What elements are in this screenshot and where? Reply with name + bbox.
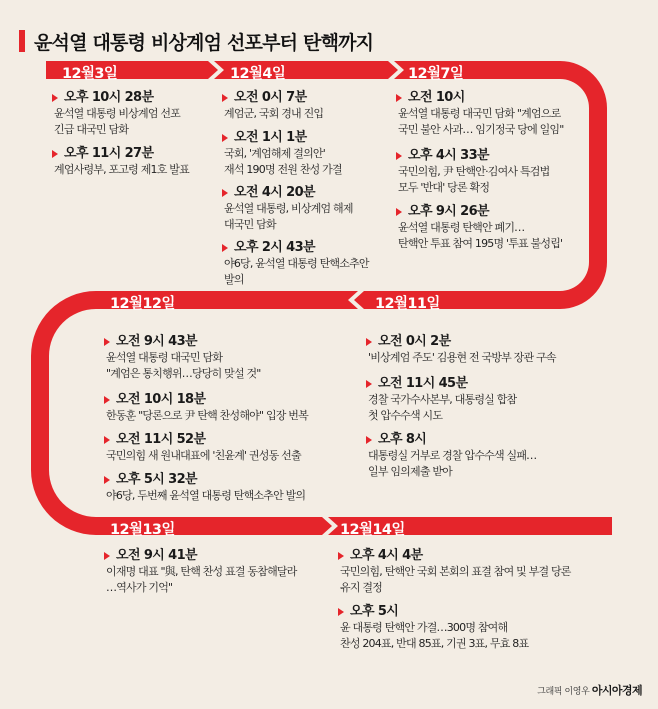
event-desc: 윤석열 대통령 비상계엄 선포 (54, 107, 181, 120)
event-desc: 경찰 국가수사본부, 대통령실 합참 (368, 393, 517, 406)
timeline-event (338, 604, 528, 652)
event-desc: 야6당, 윤석열 대통령 탄핵소추안 (224, 257, 369, 270)
arrow-marker-icon (366, 338, 372, 346)
arrow-marker-icon (52, 150, 58, 158)
event-desc: 첫 압수수색 시도 (368, 409, 443, 422)
page-title: 윤석열 대통령 비상계엄 선포부터 탄핵까지 (34, 32, 374, 54)
event-desc: 계엄사령부, 포고령 제1호 발표 (54, 163, 189, 176)
event-time: 오후 5시 (338, 604, 528, 620)
date-label: 12월11일 (375, 296, 440, 312)
event-time: 오전 9시 43분 (104, 334, 261, 350)
event-time: 오후 5시 32분 (104, 472, 305, 488)
event-desc: 윤석열 대통령 대국민 담화 "계엄으로 (398, 107, 561, 120)
event-desc: 찬성 204표, 반대 85표, 기권 3표, 무효 8표 (340, 637, 529, 650)
arrow-marker-icon (366, 380, 372, 388)
arrow-marker-icon (104, 396, 110, 404)
timeline-event (396, 90, 564, 138)
event-desc: 재석 190명 전원 찬성 가결 (224, 163, 342, 176)
event-desc: 윤석열 대통령 대국민 담화 (106, 351, 223, 364)
event-time: 오후 11시 27분 (52, 146, 189, 162)
event-desc: 긴급 대국민 담화 (54, 123, 129, 136)
timeline-event (104, 472, 305, 504)
date-label: 12월13일 (110, 522, 175, 538)
event-desc: 대국민 담화 (224, 218, 276, 231)
arrow-marker-icon (104, 476, 110, 484)
arrow-marker-icon (222, 94, 228, 102)
timeline-event (366, 432, 536, 480)
event-time: 오전 9시 41분 (104, 548, 297, 564)
event-time: 오전 1시 1분 (222, 130, 342, 146)
event-desc: 국민의힘 새 원내대표에 '친윤계' 권성동 선출 (106, 449, 301, 462)
arrow-marker-icon (338, 552, 344, 560)
event-time: 오후 4시 4분 (338, 548, 571, 564)
arrow-marker-icon (104, 552, 110, 560)
event-desc: 윤 대통령 탄핵안 가결…300명 참여해 (340, 621, 508, 634)
arrow-marker-icon (396, 94, 402, 102)
timeline-event (366, 334, 556, 366)
event-desc: 모두 '반대' 당론 확정 (398, 181, 490, 194)
event-time: 오전 11시 45분 (366, 376, 516, 392)
arrow-marker-icon (104, 338, 110, 346)
event-desc: "계엄은 통치행위…당당히 맞설 것" (106, 367, 261, 380)
event-time: 오전 0시 2분 (366, 334, 556, 350)
arrow-marker-icon (52, 94, 58, 102)
timeline-event (396, 204, 562, 252)
timeline-event (396, 148, 549, 196)
event-time: 오후 8시 (366, 432, 536, 448)
credit-author: 그래픽 이영우 (537, 687, 590, 697)
event-desc: 한동훈 "당론으로 尹 탄핵 찬성해야" 입장 번복 (106, 409, 308, 422)
event-desc: 일부 임의제출 받아 (368, 465, 453, 478)
timeline-event (52, 146, 189, 178)
date-label: 12월12일 (110, 296, 175, 312)
credit-line (537, 682, 642, 698)
event-desc: 이재명 대표 "與, 탄핵 찬성 표결 동참해달라 (106, 565, 297, 578)
event-desc: 계엄군, 국회 경내 진입 (224, 107, 324, 120)
event-desc: 국민의힘, 탄핵안 국회 본회의 표결 참여 및 부결 당론 (340, 565, 571, 578)
event-time: 오후 4시 33분 (396, 148, 549, 164)
event-time: 오전 11시 52분 (104, 432, 301, 448)
event-desc: 탄핵안 투표 참여 195명 '투표 불성립' (398, 237, 563, 250)
event-desc: 발의 (224, 273, 244, 286)
timeline-event (366, 376, 516, 424)
timeline-event (104, 334, 261, 382)
event-desc: …역사가 기억" (106, 581, 173, 594)
arrow-marker-icon (222, 134, 228, 142)
timeline-event (222, 240, 369, 288)
event-time: 오후 9시 26분 (396, 204, 562, 220)
event-time: 오후 10시 28분 (52, 90, 180, 106)
event-time: 오전 10시 (396, 90, 564, 106)
timeline-event (52, 90, 180, 138)
event-desc: 국민의힘, 尹 탄핵안·김여사 특검법 (398, 165, 550, 178)
brand-logo: 아시아경제 (591, 684, 642, 697)
event-desc: 국민 불안 사과… 임기정국 당에 일임" (398, 123, 564, 136)
event-desc: 윤석열 대통령 탄핵안 폐기… (398, 221, 525, 234)
timeline-event (104, 432, 301, 464)
timeline-event (222, 185, 353, 233)
event-time: 오전 4시 20분 (222, 185, 353, 201)
event-time: 오후 2시 43분 (222, 240, 369, 256)
timeline-event (104, 548, 297, 596)
arrow-marker-icon (396, 152, 402, 160)
event-time: 오전 10시 18분 (104, 392, 308, 408)
event-desc: '비상계엄 주도' 김용현 전 국방부 장관 구속 (368, 351, 556, 364)
event-desc: 국회, '계엄해제 결의안' (224, 147, 325, 160)
event-time: 오전 0시 7분 (222, 90, 323, 106)
event-desc: 유지 결정 (340, 581, 383, 594)
date-label: 12월7일 (408, 66, 464, 82)
event-desc: 대통령실 거부로 경찰 압수수색 실패… (368, 449, 537, 462)
arrow-marker-icon (222, 189, 228, 197)
date-label: 12월3일 (62, 66, 118, 82)
timeline-event (222, 90, 323, 122)
event-desc: 야6당, 두번째 윤석열 대통령 탄핵소추안 발의 (106, 489, 306, 502)
event-desc: 윤석열 대통령, 비상계엄 해제 (224, 202, 353, 215)
arrow-marker-icon (396, 208, 402, 216)
date-label: 12월4일 (230, 66, 286, 82)
arrow-marker-icon (222, 244, 228, 252)
arrow-marker-icon (338, 608, 344, 616)
arrow-marker-icon (104, 436, 110, 444)
timeline-event (104, 392, 308, 424)
date-label: 12월14일 (340, 522, 405, 538)
timeline-event (222, 130, 342, 178)
timeline-event (338, 548, 571, 596)
arrow-marker-icon (366, 436, 372, 444)
